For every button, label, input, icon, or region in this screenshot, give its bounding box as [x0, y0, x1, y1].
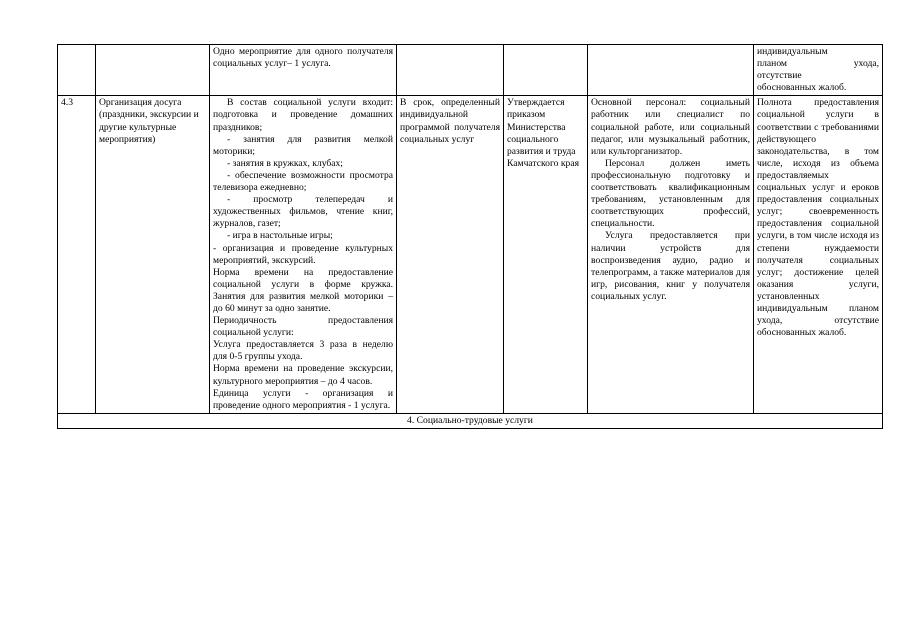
service-number: 4.3 — [58, 96, 96, 413]
description-paragraph: Услуга предоставляется 3 раза в неделю для 0-5 группы ухода. — [213, 339, 393, 363]
description-paragraph: - занятия для развития мелкой моторики; — [213, 133, 393, 157]
cell-tariff-empty — [504, 45, 588, 96]
service-conditions — [588, 96, 754, 413]
description-paragraph: - обеспечение возможности просмотра телевизора ежедневно; — [213, 169, 393, 194]
description-paragraph: Периодичность предоставления социальной услуги: — [213, 315, 393, 339]
cell-number-empty — [58, 45, 96, 96]
description-paragraph: Единица услуги - организация и проведение одного мероприятия - 1 услуга. — [213, 387, 393, 411]
service-description — [210, 96, 397, 413]
criteria-line: планом ухода, — [757, 58, 879, 70]
desc-unit-line: Одно мероприятие для одного получателя социальных услуг– 1 услуга. — [213, 46, 393, 70]
service-name: Организация досуга (праздники, экскурсии и другие культурные мероприятия) — [96, 96, 210, 413]
description-paragraph: - организация и проведение культурных мероприятий, экскурсий. — [213, 242, 393, 266]
conditions-paragraph: Услуга предоставляется при наличии устройств для воспроизведения аудио, радио и телепрограмм, а также материалов для игр, рисования, книг у получателя социальных услуг. — [591, 230, 750, 302]
description-paragraph: - игра в настольные игры; — [227, 230, 333, 242]
criteria-line: отсутствие — [757, 70, 802, 82]
services-table — [57, 44, 883, 429]
description-paragraph: - просмотр телепередач и художественных фильмов, чтение книг, журналов, газет; — [213, 194, 393, 230]
cell-conditions-empty — [588, 45, 754, 96]
cell-description-continuation — [210, 45, 397, 96]
cell-criteria-continuation — [754, 45, 883, 96]
conditions-paragraph: Основной персонал: социальный работник или специалист по социальной работе, или социальный педагог, или музыкальный работник, или культорганизатор. — [591, 97, 750, 157]
service-tariff: Утверждается приказом Министерства социального развития и труда Камчатского края — [504, 96, 588, 413]
description-paragraph: Норма времени на проведение экскурсии, культурного мероприятия – до 4 часов. — [213, 363, 393, 387]
cell-term-empty — [397, 45, 504, 96]
description-paragraph: В состав социальной услуги входит: подготовка и проведение домашних праздников; — [213, 97, 393, 133]
criteria-line: индивидуальным — [757, 46, 828, 57]
conditions-paragraph: Персонал должен иметь профессиональную подготовку и соответствовать квалификационным требованиям, установленным для соответствующих профессий, специальности. — [591, 157, 750, 230]
description-paragraph: - занятия в кружках, клубах; — [227, 157, 343, 169]
service-criteria: Полнота предоставления социальной услуги в соответствии с требованиями действующего законодательства, в том числе, исходя из объема предоставляемых социальных услуг и ероков предоставления социальных услуг; своевременность предоставления социальной услуги, в том числе исходя из степени нуждаемости получателя социальных услуг; достижение целей оказания услуги, установленных индивидуальным планом ухода, отсутствие обоснованных жалоб. — [754, 96, 883, 413]
cell-name-empty — [96, 45, 210, 96]
criteria-line: обоснованных жалоб. — [757, 82, 847, 94]
section-heading-row — [58, 413, 883, 428]
service-term: В срок, определенный индивидуальной программой получателя социальных услуг — [397, 96, 504, 413]
description-paragraph: Норма времени на предоставление социальной услуги в форме кружка. Занятия для развития мелкой моторики – до 60 минут за одно занятие. — [213, 266, 393, 314]
table-row-4-3 — [58, 96, 883, 413]
table-row-continuation — [58, 45, 883, 96]
section-heading: 4. Социально-трудовые услуги — [58, 413, 883, 428]
